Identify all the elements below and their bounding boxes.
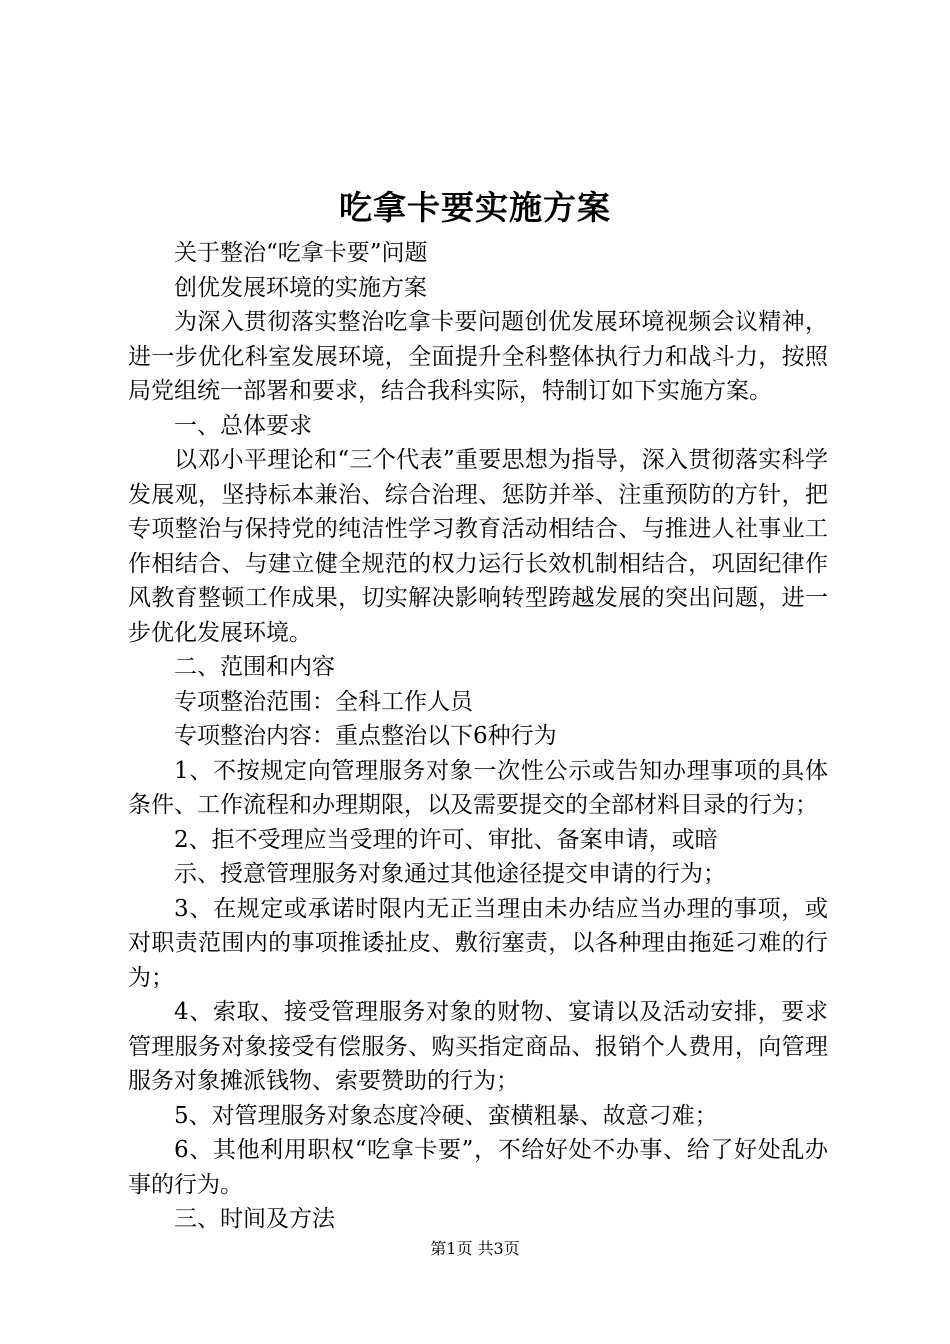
list-item-1: 1、不按规定向管理服务对象一次性公示或告知办理事项的具体条件、工作流程和办理期限，以及需要提交的全部材料目录的行为； xyxy=(128,757,828,818)
list-item-2: 2、拒不受理应当受理的许可、审批、备案申请，或暗 xyxy=(174,826,718,853)
section-heading-time-method: 三、时间及方法 xyxy=(174,1206,335,1232)
list-item-3: 3、在规定或承诺时限内无正当理由未办结应当办理的事项，或对职责范围内的事项推诿扯皮、敷衍塞责，以各种理由拖延刁难的行为； xyxy=(128,895,828,991)
paragraph-content: 专项整治内容：重点整治以下6种行为 xyxy=(174,723,557,749)
paragraph-subtitle-1: 关于整治“吃拿卡要”问题 xyxy=(174,240,428,266)
document-title: 吃拿卡要实施方案 xyxy=(339,188,611,227)
list-item-4: 4、索取、接受管理服务对象的财物、宴请以及活动安排，要求管理服务对象接受有偿服务、购买指定商品、报销个人费用，向管理服务对象摊派钱物、索要赞助的行为； xyxy=(128,999,828,1094)
list-item-5: 5、对管理服务对象态度冷硬、蛮横粗暴、故意刁难； xyxy=(174,1102,718,1129)
section-heading-general: 一、总体要求 xyxy=(174,412,312,439)
list-item-2-continued: 示、授意管理服务对象通过其他途径提交申请的行为； xyxy=(174,861,726,887)
page-footer: 第1页 共3页 xyxy=(430,1239,520,1258)
paragraph-subtitle-2: 创优发展环境的实施方案 xyxy=(174,274,427,301)
section-heading-scope: 二、范围和内容 xyxy=(174,654,335,680)
paragraph-intro: 为深入贯彻落实整治吃拿卡要问题创优发展环境视频会议精神，进一步优化科室发展环境，全面提升全科整体执行力和战斗力，按照局党组统一部署和要求，结合我科实际，特制订如下实施方案。 xyxy=(128,309,828,404)
list-item-6: 6、其他利用职权“吃拿卡要”，不给好处不办事、给了好处乱办事的行为。 xyxy=(128,1137,828,1198)
document-body xyxy=(128,236,828,1237)
paragraph-scope: 专项整治范围：全科工作人员 xyxy=(174,688,473,715)
paragraph-general-requirements: 以邓小平理论和“三个代表”重要思想为指导，深入贯彻落实科学发展观，坚持标本兼治、综合治理、惩防并举、注重预防的方针，把专项整治与保持党的纯洁性学习教育活动相结合、与推进人社事业工作相结合、与建立健全规范的权力运行长效机制相结合，巩固纪律作风教育整顿工作成果，切实解决影响转型跨越发展的突出问题，进一步优化发展环境。 xyxy=(128,447,828,646)
